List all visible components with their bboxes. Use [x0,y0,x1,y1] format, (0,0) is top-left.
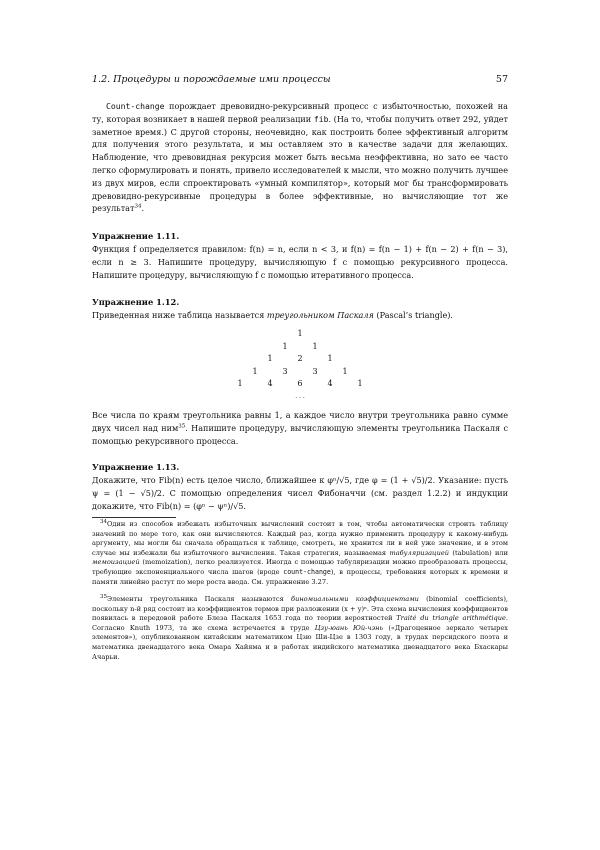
code-fib: fib [313,113,329,124]
triangle-number: 4 [327,379,333,388]
fn35-text-1: Элементы треугольника Паскаля называются [107,595,292,603]
triangle-number: 6 [297,379,303,388]
running-header [92,74,508,85]
triangle-row [200,341,400,354]
exercise-1-13-text: Докажите, что Fib(n) есть целое число, ближайшее к φⁿ/√5, где φ = (1 + √5)/2. Указание: пусть ψ = (1 − √5)/2. С помощью определения чисел Фибоначчи (см. раздел 1.2.2) и индукции докажите, что Fib(n) = (φⁿ − ψⁿ)/√5. [92,475,508,511]
fn34-text-1: Один из способов избежать избыточных вычислений состоит в том, чтобы автоматически строить таблицу значений по мере того, как они вычисляются. Каждый раз, когда нужно применить процедуру к какому-нибудь аргументу, мы могли бы сначала обращаться к таблице, смотреть, не хранится ли в ней уже значение, и в этом случае мы избежали бы избыточного вычисления. Такая стратегия, называемая [92,520,508,557]
fn35-text-3: . Согласно Knuth 1973, та же схема встречается в труде [92,614,508,632]
fn34-code: count-change [283,567,331,576]
exercise-1-11-title: Упражнение 1.11. [92,231,180,241]
footnote-ref-35: 35 [178,423,186,430]
section-title: 1.2. Процедуры и порождаемые ими процессы [92,74,331,85]
fn34-text-3: (memoization), легко реализуется. Иногда с помощью табуляризации можно преобразовать процессы, требующие экспоненциального числа шагов (вроде [92,558,508,576]
triangle-row [200,378,400,391]
ex12-text-em: треугольником Паскаля [266,310,374,320]
intro-paragraph: Count-change порождает древовидно-рекурсивный процесс с избыточностью, похожей на ту, которая возникает в нашей первой реализации fib. (На то, чтобы получить ответ 292, уйдет заметное время.) С другой стороны, неочевидно, как построить более эффективный алгоритм для получения этого результата, и мы оставляем это в качестве задачи для желающих. Наблюдение, что древовидная рекурсия может быть весьма неэффективна, но зато ее часто легко сформулировать и понять, привело исследователей к мысли, что можно получить лучшее из двух миров, если спроектировать «умный компилятор», который мог бы трансформировать древовидно-рекурсивные процедуры в более эффективные, но вычисляющие тот же результат$^{34}$. [92,101,508,214]
ex12-text-post: (Pascal’s triangle). [373,310,453,320]
triangle-number: 3 [312,366,318,376]
triangle-number: 1 [237,379,243,388]
triangle-number: 1 [297,329,303,338]
footnote-35-mark: 35 [100,593,107,600]
triangle-ellipsis: . . . [295,392,305,400]
exercise-1-13-title: Упражнение 1.13. [92,462,180,472]
ex12-after-a: Все числа по краям треугольника равны 1, а каждое число внутри треугольника равно сумме двух чисел над ним [92,410,508,433]
fn34-em-2: мемоизацией [92,558,140,567]
triangle-number: 1 [327,354,333,363]
triangle-number: 4 [267,379,273,388]
intro-text-a: порождает древовидно-рекурсивный процесс с избыточностью, похожей на ту, которая возникает в нашей первой реализации [92,101,508,124]
code-count-change: Count-change [106,101,165,111]
triangle-number: 1 [312,341,318,351]
footnote-ref-34: 34 [134,203,142,210]
fn35-text-2: (binomial coefficients), поскольку n-й ряд состоит из коэффициентов термов при разложении (x + y)ⁿ. Эта схема вычисления коэффициентов появилась в передовой работе Блеза Паскаля 1653 года по теории вероятностей [92,595,508,623]
triangle-number: 1 [267,354,273,363]
fn34-text-2: (tabulation) или [449,548,508,557]
exercise-1-11-text: Функция f определяется правилом: f(n) = n, если n < 3, и f(n) = f(n − 1) + f(n − 2) + f(n − 3), если n ≥ 3. Напишите процедуру, вычисляющую f с помощью рекурсивного процесса. Напишите процедуру, вычисляющую f с помощью итеративного процесса. [92,244,508,280]
triangle-row [200,328,400,341]
intro-text-b: . (На то, чтобы получить ответ 292, уйдет заметное время.) С другой стороны, неочевидно, как построить более эффективный алгоритм для получения этого результата, и мы оставляем это в качестве задачи для желающих. Наблюдение, что древовидная рекурсия может быть весьма неэффективна, но зато ее часто легко сформулировать и понять, привело исследователей к мысли, что можно получить лучшее из двух миров, если спроектировать «умный компилятор», который мог бы трансформировать древовидно-рекурсивные процедуры в более эффективные, но вычисляющие тот же результат [92,113,508,214]
footnote-34 [92,520,508,587]
ex12-text-pre: Приведенная ниже таблица называется [92,310,267,320]
triangle-number: 1 [357,379,363,388]
exercise-1-12-text [92,309,508,322]
triangle-number: 2 [297,354,303,363]
footnote-35 [92,595,508,662]
exercise-1-12-title: Упражнение 1.12. [92,297,180,307]
fn35-em-1: биномиальными коэффициентами [291,595,419,603]
triangle-row [200,366,400,379]
fn35-em-2: Traité du triangle arithmétique [396,614,506,623]
triangle-number: 1 [282,341,288,351]
page-number: 57 [495,74,508,85]
pascal-triangle [200,328,400,403]
fn35-em-3: Цзу-юань Юй-чэнь [314,623,384,632]
fn34-em-1: табуляризацией [389,548,450,557]
triangle-number: 1 [252,366,258,376]
exercise-1-12-explanation [92,409,508,447]
footnote-34-mark: 34 [100,518,107,525]
triangle-number: 3 [282,366,288,376]
fn34-text-4: ), в процессы, требования которых к времени и памяти линейно растут по мере роста ввода. См. упражнение 3.27. [92,567,508,586]
fn35-text-4: («Драгоценное зеркало четырех элементов»), опубликованном китайским математиком Цзю Ши-Цзе в 1303 году, в трудах персидского поэта и математика двенадцатого века Омара Хайяма и в работах индийского математика двенадцатого века Бхаскары Ачарьи. [92,623,508,661]
ex12-after-b: . Напишите процедуру, вычисляющую элементы треугольника Паскаля с помощью рекурсивного процесса. [92,422,508,446]
triangle-row [200,353,400,366]
triangle-number: 1 [342,366,348,376]
